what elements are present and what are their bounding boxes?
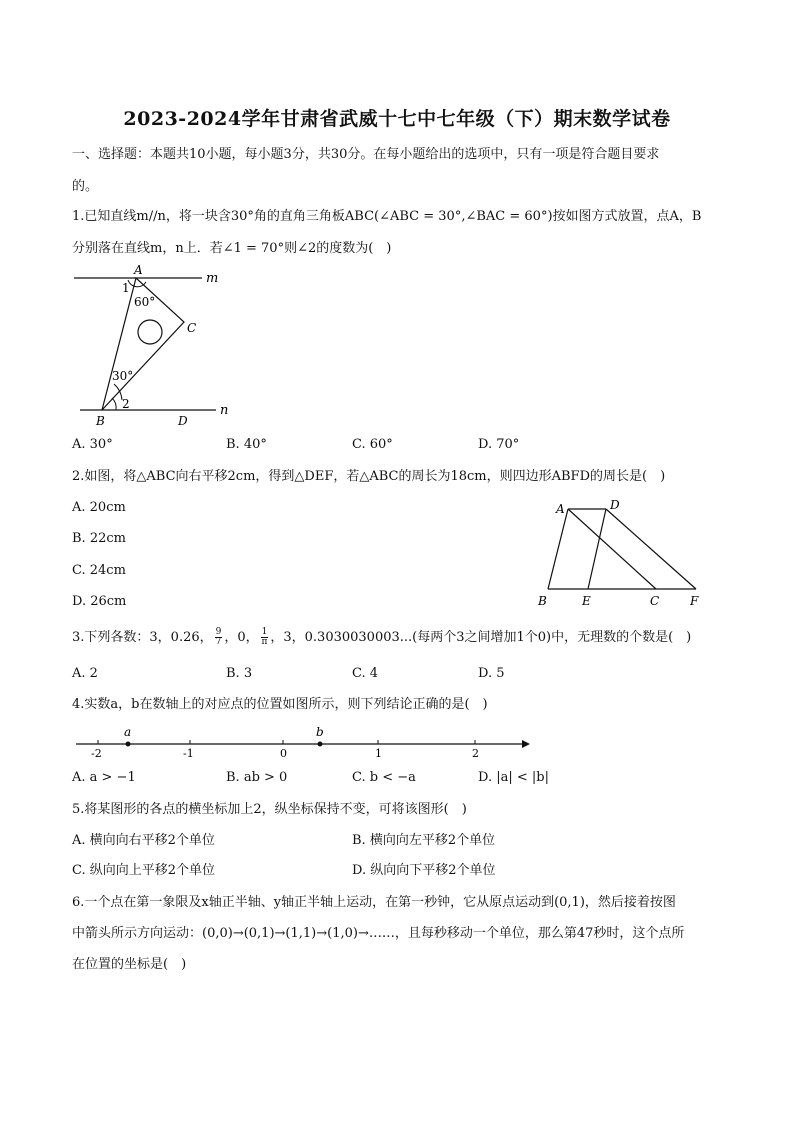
label-c: C [187,321,197,335]
tick-label: -1 [183,747,194,760]
q6-text-line2: 中箭头所示方向运动：(0,0)→(0,1)→(1,1)→(1,0)→……，且每秒移动一个单位，那么第47秒时，这个点所 [72,926,685,941]
label-e: E [582,594,591,608]
point-a-label: a [124,725,132,739]
q1-option-d[interactable]: D. 70° [478,437,520,452]
tick-label: 2 [472,747,479,760]
q1-option-c[interactable]: C. 60° [352,437,393,452]
label-d: D [610,498,620,512]
q4-text-line1: 4.实数a，b在数轴上的对应点的位置如图所示，则下列结论正确的是( ) [72,697,488,712]
point-b-label: b [316,725,324,739]
q4-option-b[interactable]: B. ab > 0 [226,770,288,785]
tick-label: 1 [375,747,382,760]
q3-option-d[interactable]: D. 5 [478,666,505,681]
label-b: B [96,414,105,428]
angle-arc-a [128,280,146,287]
q4-option-c[interactable]: C. b < −a [352,770,416,785]
q5-option-b[interactable]: B. 横向向左平移2个单位 [352,833,496,848]
label-30: 30° [112,369,134,383]
q3-suffix: ，3，0.3030030003...(每两个3之间增加1个0)中，无理数的个数是( ) [270,630,692,645]
point-a [126,742,131,747]
q1-figure [70,262,230,432]
q5-text-line1: 5.将某图形的各点的横坐标加上2，纵坐标保持不变，可将该图形( ) [72,802,467,817]
q2-text-line1: 2.如图，将△ABC向右平移2cm，得到△DEF，若△ABC的周长为18cm，则四边形ABFD的周长是( ) [72,469,666,484]
section-instructions-line1: 一、选择题：本题共10小题，每小题3分，共30分。在每小题给出的选项中，只有一项是符合题目要求 [72,147,660,162]
tick-label: 0 [280,747,287,760]
q3-text [72,628,691,647]
q2-figure [532,496,712,612]
q4-number-line [70,722,540,762]
label-c: C [650,594,660,608]
label-a: A [134,263,143,277]
label-m: m [206,271,219,286]
q2-option-d[interactable]: D. 26cm [72,594,127,609]
q5-option-a[interactable]: A. 横向向右平移2个单位 [72,833,215,848]
q1-text-line2: 分别落在直线m，n上．若∠1 = 70°则∠2的度数为( ) [72,241,392,256]
q2-option-a[interactable]: A. 20cm [72,500,126,515]
tick-label: -2 [91,747,102,760]
q1-option-a[interactable]: A. 30° [72,437,113,452]
q6-text-line3: 在位置的坐标是( ) [72,957,187,972]
q3-option-b[interactable]: B. 3 [226,666,253,681]
label-a: A [556,502,565,516]
q2-option-b[interactable]: B. 22cm [72,531,126,546]
q3-prefix: 3.下列各数：3，0.26， [72,630,213,645]
q1-option-b[interactable]: B. 40° [226,437,267,452]
arrow-head-icon [522,740,530,748]
label-b: B [538,594,547,608]
q6-text-line1: 6.一个点在第一象限及x轴正半轴、y轴正半轴上运动，在第一秒钟，它从原点运动到(0,1)，然后接着按图 [72,895,676,910]
label-1: 1 [122,281,130,295]
label-n: n [220,403,229,418]
page-title: 2023-2024学年甘肃省武威十七中七年级（下）期末数学试卷 [123,108,671,130]
q3-mid: ，0， [224,630,259,645]
q3-fraction-1-pi: $\frac{1}{\pi}$ [261,627,268,647]
section-instructions-line2: 的。 [72,179,99,194]
q3-option-c[interactable]: C. 4 [352,666,379,681]
q5-option-d[interactable]: D. 纵向向下平移2个单位 [352,863,496,878]
angle-arc-2 [112,398,116,410]
q3-fraction-9-7: $\frac{9}{7}$ [215,627,222,647]
q2-option-c[interactable]: C. 24cm [72,563,126,578]
q4-option-a[interactable]: A. a > −1 [72,770,136,785]
q1-text-line1: 1.已知直线m//n，将一块含30°角的直角三角板ABC(∠ABC = 30°,∠BAC = 60°)按如图方式放置，点A，B [72,209,702,224]
q4-option-d[interactable]: D. |a| < |b| [478,770,549,785]
triangle-hole [138,320,162,344]
label-d: D [178,414,188,428]
point-b [318,742,323,747]
q5-option-c[interactable]: C. 纵向向上平移2个单位 [72,863,216,878]
label-2: 2 [122,397,130,411]
label-60: 60° [134,295,156,309]
q3-option-a[interactable]: A. 2 [72,666,98,681]
label-f: F [690,594,699,608]
